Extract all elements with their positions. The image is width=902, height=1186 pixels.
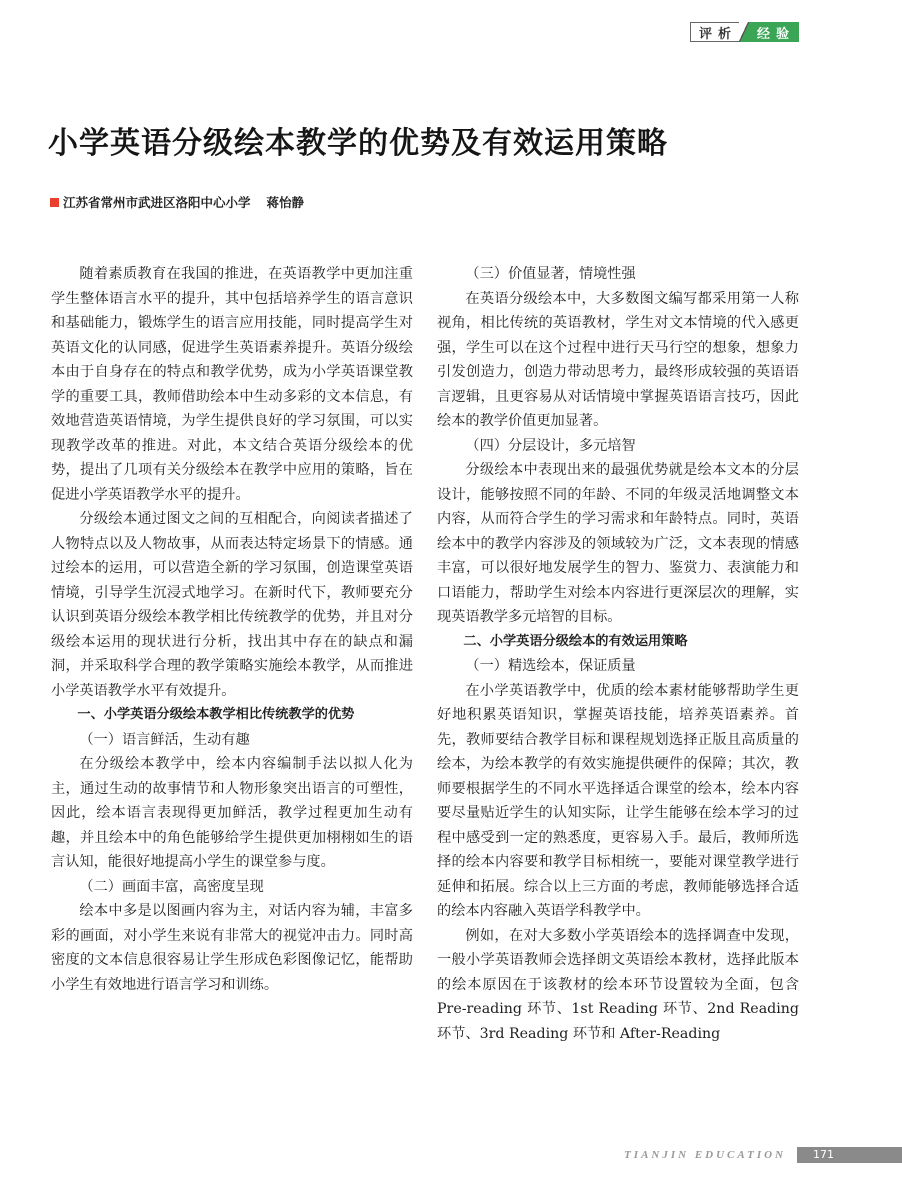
section-tag-divider bbox=[739, 22, 749, 42]
page-footer bbox=[0, 1147, 902, 1163]
article-title: 小学英语分级绘本教学的优势及有效运用策略 bbox=[48, 126, 668, 161]
right-column bbox=[437, 262, 799, 1046]
paragraph: 分级绘本通过图文之间的互相配合，向阅读者描述了人物特点以及人物故事，从而表达特定场景下的情感。通过绘本的运用，可以营造全新的学习氛围，创造课堂英语情境，引导学生沉浸式地学习。在新时代下，教师要充分认识到英语分级绘本教学相比传统教学的优势，并且对分级绘本运用的现状进行分析，找出其中存在的缺点和漏洞，并采取科学合理的教学策略实施绘本教学，从而推进小学英语教学水平有效提升。 bbox=[51, 511, 413, 699]
page-number: 171 bbox=[797, 1147, 902, 1163]
section-tag-right: 经验 bbox=[749, 22, 799, 42]
journal-name: TIANJIN EDUCATION bbox=[624, 1149, 786, 1161]
paragraph: 绘本中多是以图画内容为主，对话内容为辅，丰富多彩的画面，对小学生来说有非常大的视觉冲击力。同时高密度的文本信息很容易让学生形成色彩图像记忆，能帮助小学生有效地进行语言学习和训练。 bbox=[51, 903, 413, 993]
paragraph: 分级绘本中表现出来的最强优势就是绘本文本的分层设计，能够按照不同的年龄、不同的年级灵活地调整文本内容，从而符合学生的学习需求和年龄特点。同时，英语绘本中的教学内容涉及的领域较为广泛，文本表现的情感丰富，可以很好地发展学生的智力、鉴赏力、表演能力和口语能力，帮助学生对绘本内容进行更深层次的理解，实现英语教学多元培智的目标。 bbox=[437, 462, 799, 625]
author-line bbox=[50, 193, 304, 211]
subsection-heading: （一）语言鲜活，生动有趣 bbox=[79, 731, 250, 748]
subsection-heading: （四）分层设计，多元培智 bbox=[465, 437, 636, 454]
subsection-heading: （二）画面丰富，高密度呈现 bbox=[79, 878, 264, 895]
paragraph: 在分级绘本教学中，绘本内容编制手法以拟人化为主，通过生动的故事情节和人物形象突出语言的可塑性，因此，绘本语言表现得更加鲜活，教学过程更加生动有趣，并且绘本中的角色能够给学生提供更加栩栩如生的语言认知，能很好地提高小学生的课堂参与度。 bbox=[51, 756, 413, 870]
red-square-icon bbox=[50, 198, 59, 207]
section-heading: 一、小学英语分级绘本教学相比传统教学的优势 bbox=[77, 707, 355, 722]
paragraph: 在小学英语教学中，优质的绘本素材能够帮助学生更好地积累英语知识，掌握英语技能，培养英语素养。首先，教师要结合教学目标和课程规划选择正版且高质量的绘本，为绘本教学的有效实施提供硬件的保障；其次，教师要根据学生的不同水平选择适合课堂的绘本，绘本内容要尽量贴近学生的认知实际，让学生能够在绘本学习的过程中感受到一定的熟悉度，更容易入手。最后，教师所选择的绘本内容要和教学目标相统一，要能对课堂教学进行延伸和拓展。综合以上三方面的考虑，教师能够选择合适的绘本内容融入英语学科教学中。 bbox=[437, 682, 799, 919]
left-column bbox=[51, 262, 413, 997]
subsection-heading: （三）价值显著，情境性强 bbox=[465, 266, 636, 282]
section-heading: 二、小学英语分级绘本的有效运用策略 bbox=[463, 633, 688, 649]
author-affiliation: 江苏省常州市武进区洛阳中心小学 bbox=[63, 195, 251, 210]
paragraph: 随着素质教育在我国的推进，在英语教学中更加注重学生整体语言水平的提升，其中包括培养学生的语言意识和基础能力，锻炼学生的语言应用技能，同时提高学生对英语文化的认同感，促进学生英语素养提升。英语分级绘本由于自身存在的特点和教学优势，成为小学英语课堂教学的重要工具，教师借助绘本中生动多彩的文本信息，有效地营造英语情境，为学生提供良好的学习氛围，可以实现教学改革的推进。对此，本文结合英语分级绘本的优势，提出了几项有关分级绘本在教学中应用的策略，旨在促进小学英语教学水平的提升。 bbox=[51, 266, 413, 503]
paragraph: 例如，在对大多数小学英语绘本的选择调查中发现，一般小学英语教师会选择朗文英语绘本教材，选择此版本的绘本原因在于该教材的绘本环节设置较为全面，包含 Pre-reading 环节、1st Reading 环节、2nd Reading 环节、3rd Reading 环节和 After-Reading bbox=[437, 927, 799, 1042]
subsection-heading: （一）精选绘本，保证质量 bbox=[465, 658, 636, 674]
section-tag bbox=[690, 22, 799, 42]
author-name: 蒋怡静 bbox=[266, 195, 305, 210]
paragraph: 在英语分级绘本中，大多数图文编写都采用第一人称视角，相比传统的英语教材，学生对文本情境的代入感更强，学生可以在这个过程中进行天马行空的想象，想象力引发创造力，创造力带动思考力，最终形成较强的英语语言逻辑，且更容易从对话情境中掌握英语语言技巧，因此绘本的教学价值更加显著。 bbox=[437, 290, 799, 429]
section-tag-left: 评析 bbox=[690, 22, 739, 42]
